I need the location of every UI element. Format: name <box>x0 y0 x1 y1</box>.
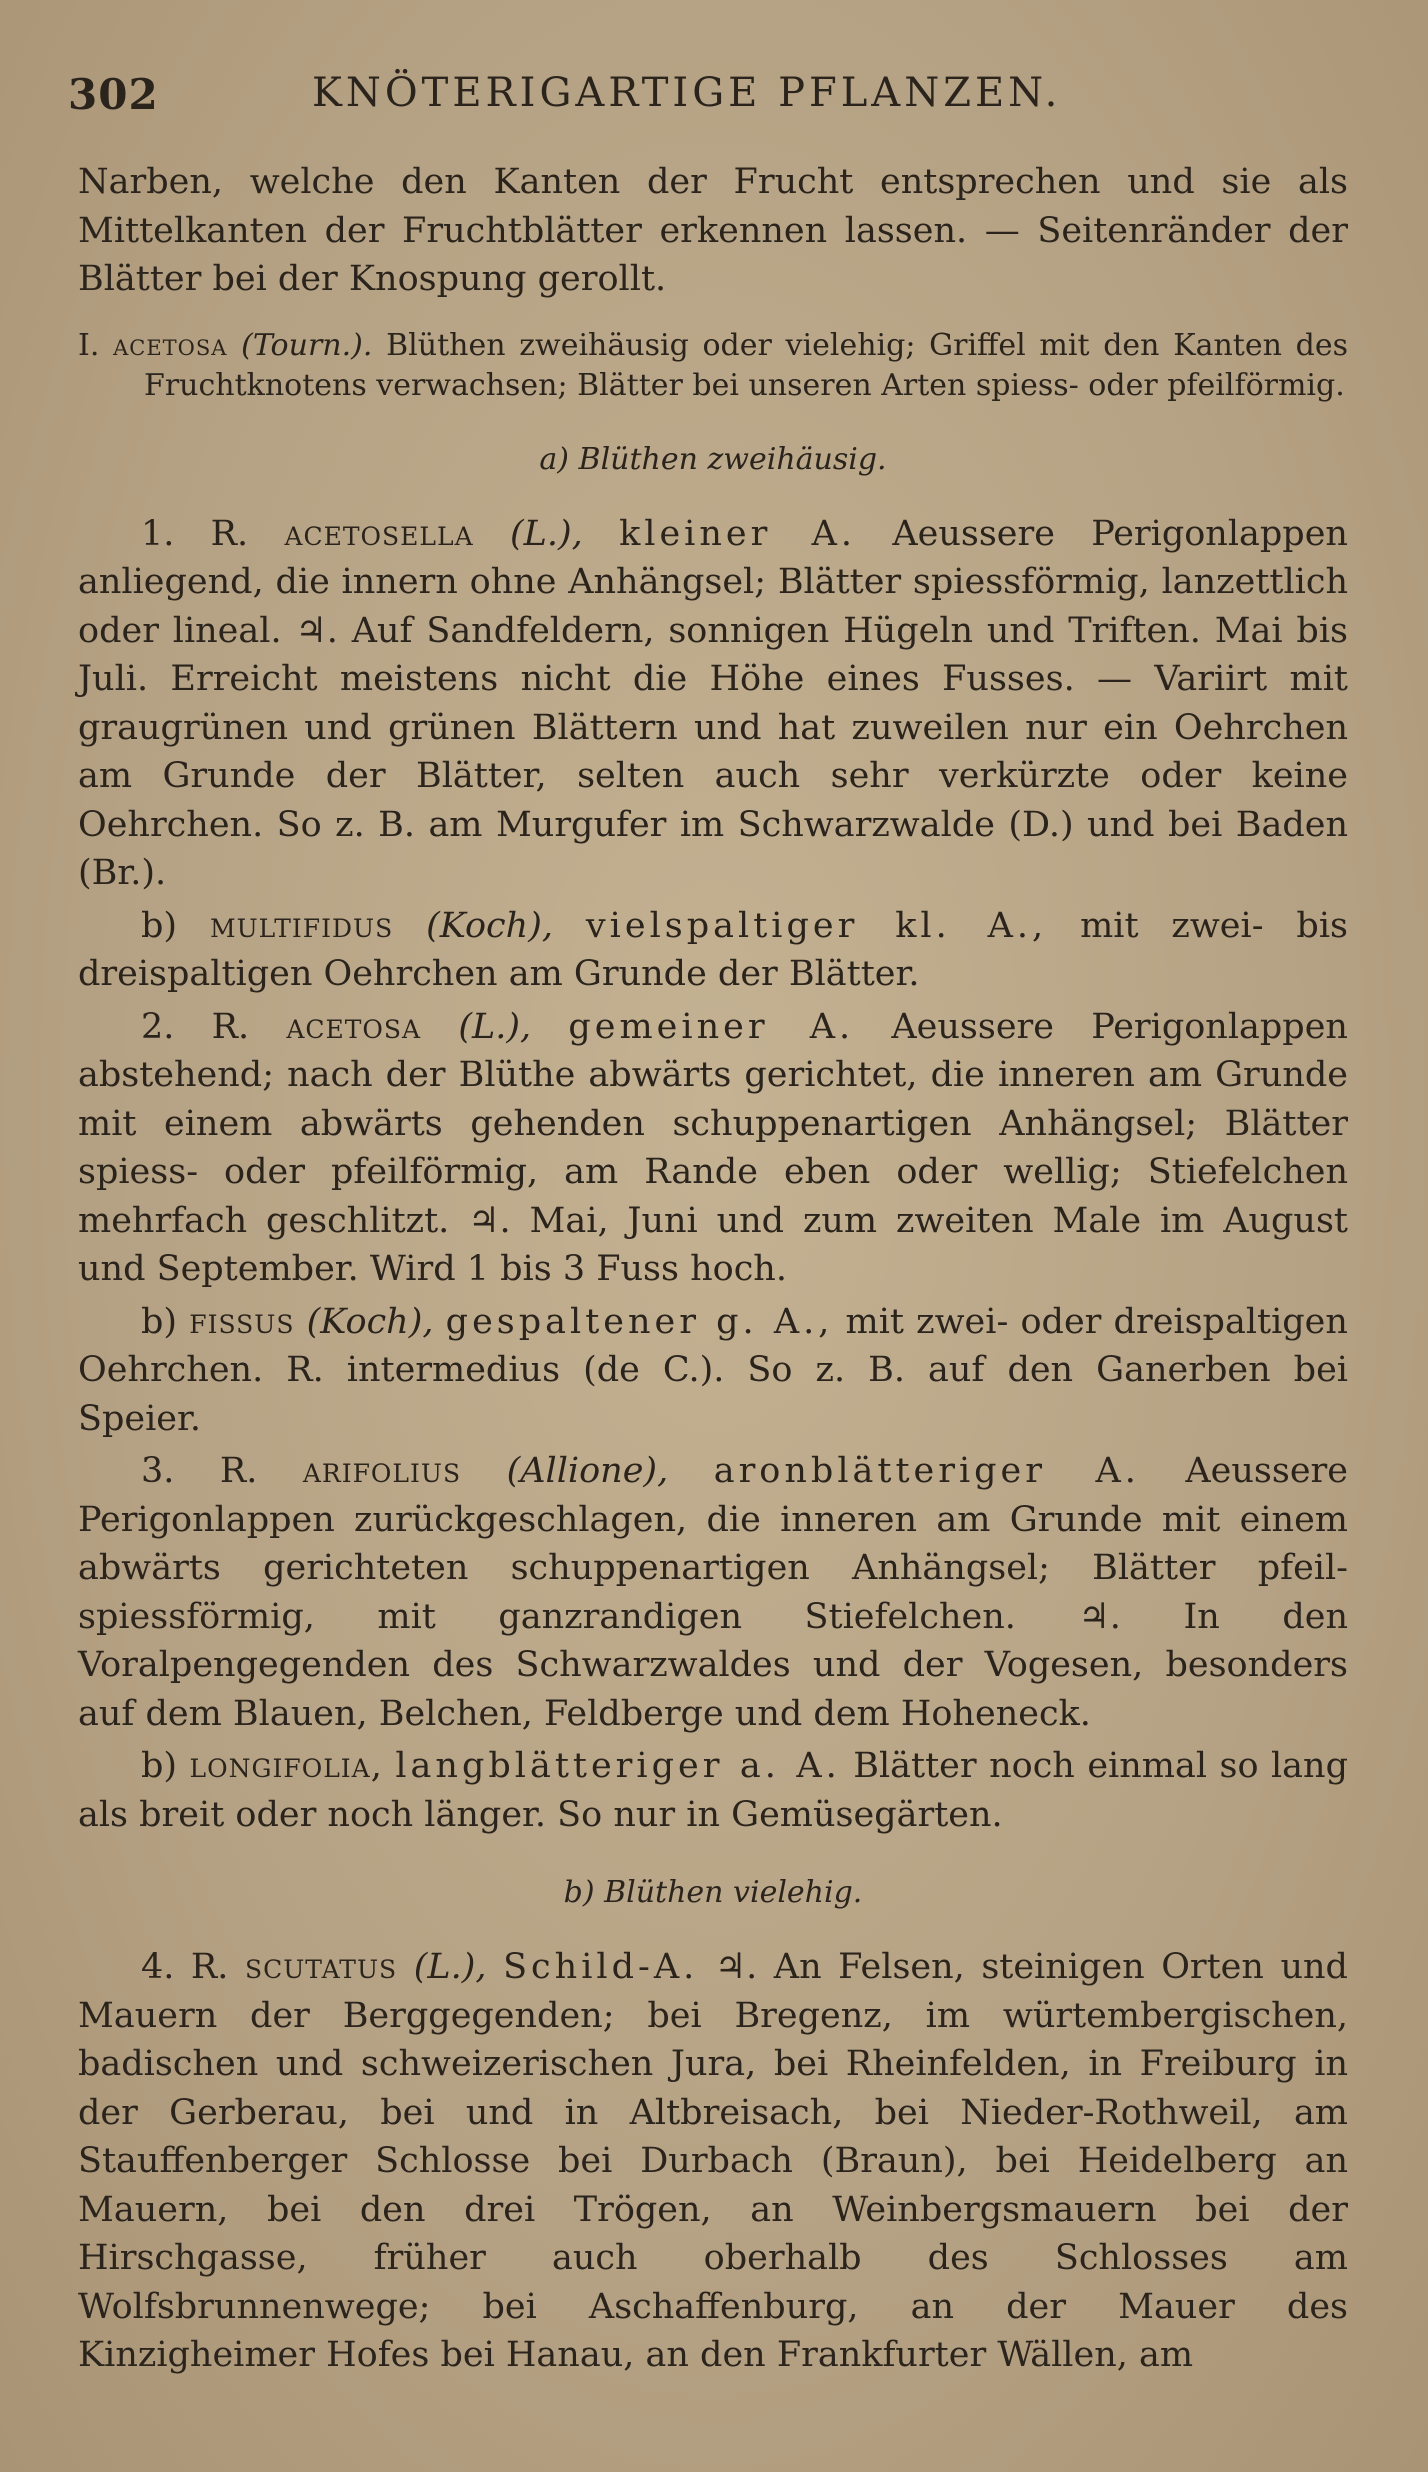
entry-number: 3. R. <box>141 1451 258 1491</box>
common-name: gemeiner A. <box>568 1006 855 1047</box>
page-header <box>68 70 1368 130</box>
common-name: vielspaltiger kl. A., <box>585 905 1048 946</box>
genus-number: I. <box>78 327 100 363</box>
common-name: langblätteriger a. A. <box>395 1746 841 1786</box>
section-heading-a: a) Blüthen zweihäusig. <box>539 441 887 477</box>
entry-number: 4. R. <box>141 1947 229 1987</box>
species-name: acetosa <box>286 1006 422 1047</box>
variety-name: multifidus <box>209 905 394 946</box>
intro-paragraph: Narben, welche den Kanten der Frucht entsprechen und sie als Mittelkanten der Fruchtblätter erkennen lassen. — Seitenränder der Blätter bei der Knospung gerollt. <box>78 162 1348 299</box>
common-name: gespaltener g. A., <box>445 1301 834 1342</box>
entry-text: Aeussere Perigonlappen zurückgeschlagen, die inneren am Grunde mit einem abwärts gerichteten schuppenartigen Anhängsel; Blätter pfeil-spiessförmig, mit ganzrandigen Stiefelchen. ♃. In den Voralpengegenden des Schwarzwaldes und der Vogesen, besonders auf dem Blauen, Belchen, Feldberge und dem Hoheneck. <box>78 1451 1348 1734</box>
species-author: (L.), <box>509 513 583 554</box>
page-number: 302 <box>68 70 159 119</box>
common-name: Schild-A. <box>503 1947 699 1987</box>
species-author: (L.), <box>413 1947 487 1987</box>
species-name: acetosella <box>284 513 474 554</box>
variety-entry <box>78 1298 1348 1444</box>
species-author: (L.), <box>458 1006 532 1047</box>
entry-text: Aeussere Perigonlappen anliegend, die innern ohne Anhängsel; Blätter spiessförmig, lanzettlich oder lineal. ♃. Auf Sandfeldern, sonnigen Hügeln und Triften. Mai bis Juli. Erreicht meistens nicht die Höhe eines Fusses. — Variirt mit graugrünen und grünen Blättern und hat zuweilen nur ein Oehrchen am Grunde der Blätter, selten auch sehr verkürzte oder keine Oehrchen. So z. B. am Murgufer im Schwarzwalde (D.) und bei Baden (Br.). <box>78 513 1348 893</box>
entry-number: b) <box>141 905 178 946</box>
entry-text: mit zwei- bis dreispaltigen Oehrchen am Grunde der Blätter. <box>78 905 1348 994</box>
species-name: scutatus <box>244 1947 398 1987</box>
section-heading-b: b) Blüthen vielehig. <box>563 1875 863 1910</box>
genus-text: Blüthen zweihäusig oder vielehig; Griffel mit den Kanten des Fruchtknotens verwachsen; Blätter bei unseren Arten spiess- oder pfeilförmig. <box>144 327 1348 403</box>
entry-number: b) <box>141 1746 178 1786</box>
page-body <box>78 158 1348 2380</box>
entry-number: 1. R. <box>141 513 249 554</box>
common-name: kleiner A. <box>619 513 857 554</box>
genus-description <box>78 326 1348 406</box>
variety-entry <box>78 1742 1348 1839</box>
species-author: (Allione), <box>506 1451 669 1491</box>
entry-number: b) <box>141 1301 178 1342</box>
variety-name: fissus <box>189 1301 295 1342</box>
species-entry <box>78 1943 1348 2380</box>
entry-text: ♃. An Felsen, steinigen Orten und Mauern der Berggegenden; bei Bregenz, im würtembergischen, badischen und schweizerischen Jura, bei Rheinfelden, in Freiburg in der Gerberau, bei und in Altbreisach, bei Nieder-Rothweil, am Stauffenberger Schlosse bei Durbach (Braun), bei Heidelberg an Mauern, bei den drei Trögen, an Weinbergsmauern bei der Hirschgasse, früher auch oberhalb des Schlosses am Wolfsbrunnenwege; bei Aschaffenburg, an der Mauer des Kinzigheimer Hofes bei Hanau, an den Frankfurter Wällen, am <box>78 1947 1348 2375</box>
variety-author: (Koch), <box>426 905 553 946</box>
entry-text: Aeussere Perigonlappen abstehend; nach der Blüthe abwärts gerichtet, die inneren am Grunde mit einem abwärts gehenden schuppenartigen Anhängsel; Blätter spiess- oder pfeilförmig, am Rande eben oder wellig; Stiefelchen mehrfach geschlitzt. ♃. Mai, Juni und zum zweiten Male im August und September. Wird 1 bis 3 Fuss hoch. <box>78 1006 1348 1289</box>
genus-name: acetosa <box>113 327 228 363</box>
entry-number: 2. R. <box>141 1006 250 1047</box>
variety-entry <box>78 902 1348 999</box>
running-title: KNÖTERIGARTIGE PFLANZEN. <box>312 70 1062 116</box>
common-name: aronblätteriger A. <box>713 1451 1140 1491</box>
species-entry <box>78 1003 1348 1294</box>
variety-author: (Koch), <box>306 1301 434 1342</box>
genus-author: (Tourn.). <box>241 327 373 363</box>
species-name: arifolius <box>302 1451 462 1491</box>
entry-text: Blätter noch einmal so lang als breit oder noch länger. So nur in Gemüsegärten. <box>78 1746 1348 1835</box>
species-entry <box>78 1447 1348 1738</box>
entry-text: mit zwei- oder dreispaltigen Oehrchen. R. intermedius (de C.). So z. B. auf den Ganerben bei Speier. <box>78 1301 1348 1439</box>
species-entry <box>78 510 1348 898</box>
variety-name: longifolia, <box>189 1746 383 1786</box>
